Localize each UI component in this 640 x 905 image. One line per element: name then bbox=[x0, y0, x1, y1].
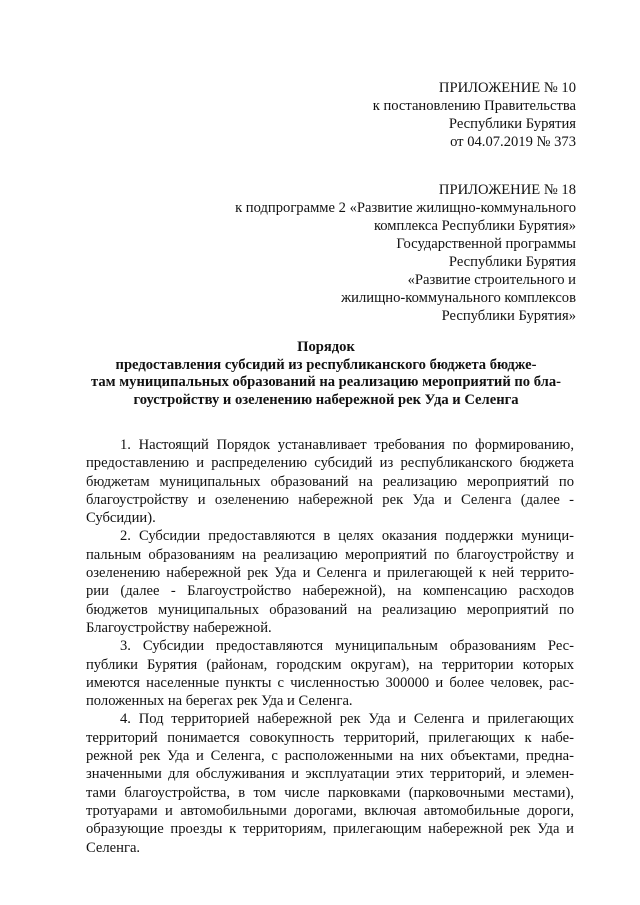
document-body bbox=[86, 436, 574, 857]
appendix-10-line: от 04.07.2019 № 373 bbox=[450, 134, 576, 150]
paragraph-2 bbox=[86, 527, 574, 637]
paragraph-line: имеются населенные пункты с численностью 300000 и более человек, рас- bbox=[86, 674, 574, 691]
paragraph-3 bbox=[86, 637, 574, 710]
appendix-18-line: Республики Бурятия bbox=[448, 254, 576, 270]
document-heading: Порядок bbox=[297, 339, 355, 355]
document-title-line: предоставления субсидий из республиканского бюджета бюдже- bbox=[115, 356, 537, 373]
appendix-18-title: ПРИЛОЖЕНИЕ № 18 bbox=[438, 182, 576, 198]
paragraph-line: режной рек Уда и Селенга, с расположенными на них объектами, предна- bbox=[86, 748, 574, 765]
paragraph-line: бюджетов муниципальных образований на реализацию мероприятий по bbox=[86, 601, 574, 618]
appendix-10-line: Республики Бурятия bbox=[448, 116, 576, 132]
paragraph-line: тротуарами и автомобильными дорогами, включая автомобильные дороги, bbox=[86, 802, 574, 819]
appendix-18-line: жилищно-коммунального комплексов bbox=[341, 290, 576, 306]
paragraph-line: территорий понимается совокупность территорий, прилегающих к набе- bbox=[86, 729, 574, 746]
appendix-18-line: Государственной программы bbox=[396, 236, 576, 252]
paragraph-line: 1. Настоящий Порядок устанавливает требования по формированию, bbox=[120, 437, 574, 453]
appendix-10-line: к постановлению Правительства bbox=[372, 98, 576, 114]
paragraph-line: значенными для обслуживания и эксплуатации этих территорий, и элемен- bbox=[86, 766, 574, 783]
paragraph-line: тами благоустройства, в том числе парковками (парковочными местами), bbox=[86, 784, 574, 801]
appendix-10-title: ПРИЛОЖЕНИЕ № 10 bbox=[438, 80, 576, 96]
appendix-18-line: Республики Бурятия» bbox=[441, 308, 576, 324]
paragraph-line: благоустройству и озеленению набережной рек Уда и Селенга (далее - bbox=[86, 491, 574, 508]
paragraph-line: Субсидии). bbox=[86, 510, 156, 527]
paragraph-line: 4. Под территорией набережной рек Уда и Селенга и прилегающих bbox=[120, 711, 574, 728]
appendix-18-line: комплекса Республики Бурятия» bbox=[373, 218, 576, 234]
paragraph-line: озеленению набережной рек Уда и Селенга и прилегающей к ней террито- bbox=[86, 565, 574, 582]
paragraph-line: Селенга. bbox=[86, 839, 141, 856]
paragraph-1 bbox=[86, 436, 574, 527]
appendix-10-header bbox=[373, 79, 576, 151]
paragraph-line: рии (далее - Благоустройство набережной), на компенсацию расходов bbox=[86, 583, 574, 600]
paragraph-line: публики Бурятия (районам, городским округам), на территории которых bbox=[86, 656, 574, 673]
appendix-18-line: к подпрограмме 2 «Развитие жилищно-коммунального bbox=[235, 200, 576, 216]
paragraph-line: бюджетам муниципальных образований на реализацию мероприятий по bbox=[86, 473, 574, 490]
paragraph-line: предоставлению и распределению субсидий из республиканского бюджета bbox=[86, 455, 574, 472]
paragraph-line: 3. Субсидии предоставляются муниципальным образованиям Рес- bbox=[120, 638, 574, 655]
document-title-line: там муниципальных образований на реализацию мероприятий по бла- bbox=[90, 374, 562, 390]
document-title-line: гоустройству и озеленению набережной рек Уда и Селенга bbox=[133, 391, 519, 408]
paragraph-line: пальным образованиям на реализацию мероприятий по благоустройству и bbox=[86, 546, 574, 563]
paragraph-4 bbox=[86, 710, 574, 856]
appendix-18-header bbox=[235, 181, 576, 325]
document-title bbox=[86, 339, 566, 409]
paragraph-line: 2. Субсидии предоставляются в целях оказания поддержки муници- bbox=[120, 528, 574, 545]
paragraph-line: образующие проезды к территориям, прилегающим набережной рек Уда и bbox=[86, 821, 574, 838]
appendix-18-line: «Развитие строительного и bbox=[407, 272, 576, 288]
paragraph-line: Благоустройству набережной. bbox=[86, 619, 272, 636]
paragraph-line: положенных на берегах рек Уда и Селенга. bbox=[86, 693, 353, 710]
